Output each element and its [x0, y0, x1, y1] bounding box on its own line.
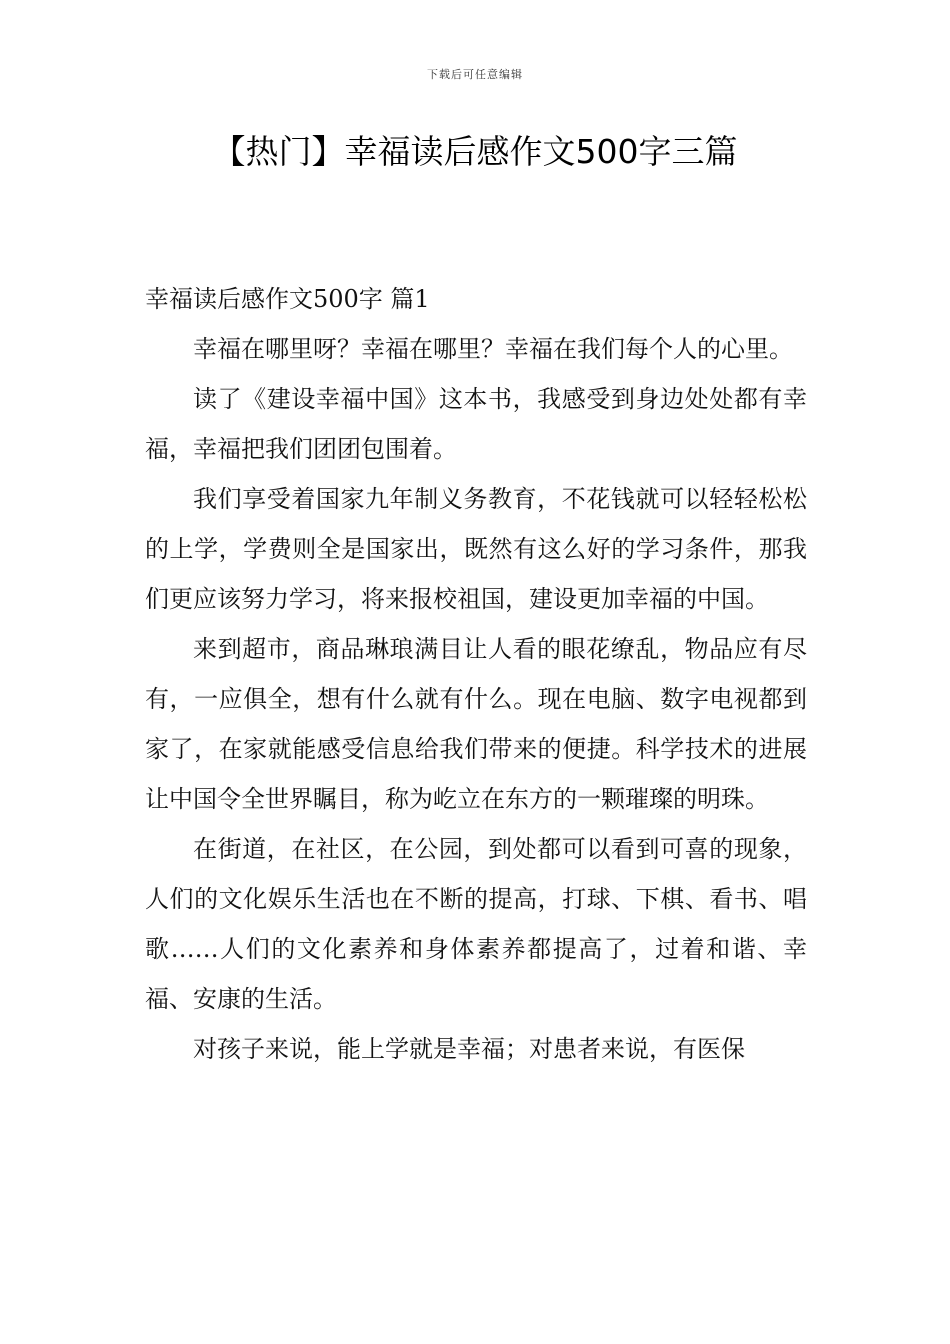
- section-heading: 幸福读后感作文500字 篇1: [145, 285, 430, 313]
- header-note: 下载后可任意编辑: [427, 68, 523, 81]
- paragraph: 幸福在哪里呀？幸福在哪里？幸福在我们每个人的心里。: [193, 335, 793, 363]
- document-title: 【热门】幸福读后感作文500字三篇: [212, 132, 738, 171]
- paragraph: 对孩子来说，能上学就是幸福；对患者来说，有医保: [193, 1035, 745, 1063]
- paragraph: 我们享受着国家九年制义务教育，不花钱就可以轻轻松松的上学，学费则全是国家出，既然有这么好的学习条件，那我们更应该努力学习，将来报校祖国，建设更加幸福的中国。: [145, 485, 807, 613]
- document-body: [145, 274, 807, 1074]
- paragraph: 读了《建设幸福中国》这本书，我感受到身边处处都有幸福，幸福把我们团团包围着。: [145, 385, 807, 463]
- paragraph: 在街道，在社区，在公园，到处都可以看到可喜的现象，人们的文化娱乐生活也在不断的提高，打球、下棋、看书、唱歌……人们的文化素养和身体素养都提高了，过着和谐、幸福、安康的生活。: [145, 835, 807, 1013]
- paragraph: 来到超市，商品琳琅满目让人看的眼花缭乱，物品应有尽有，一应俱全，想有什么就有什么。现在电脑、数字电视都到家了，在家就能感受信息给我们带来的便捷。科学技术的进展让中国令全世界瞩目，称为屹立在东方的一颗璀璨的明珠。: [145, 635, 807, 813]
